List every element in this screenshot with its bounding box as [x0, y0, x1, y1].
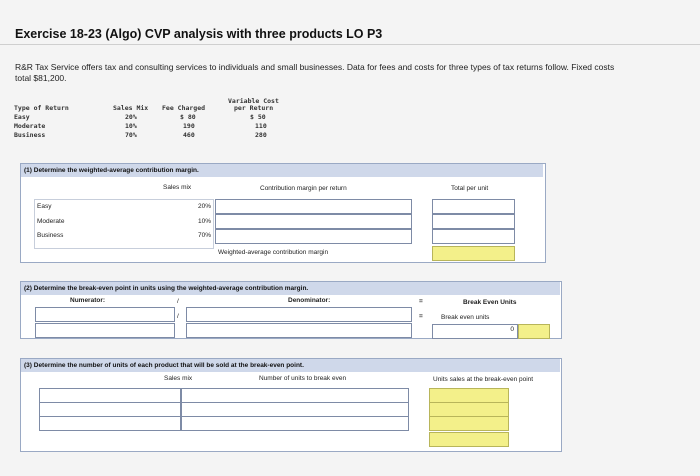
units-sales-total[interactable]	[429, 432, 509, 447]
cm-per-return-input[interactable]	[215, 199, 412, 214]
break-even-units-label: Break even units	[441, 314, 490, 321]
part3-label-input[interactable]	[39, 388, 181, 403]
part1-mix-value: 70%	[197, 232, 211, 239]
divide-sign: /	[177, 313, 179, 320]
part3-col-sales-mix: Sales mix	[164, 375, 193, 382]
row-mix: 10%	[125, 122, 137, 130]
row-type: Easy	[14, 113, 30, 121]
row-type: Business	[14, 131, 46, 139]
part3-header: (3) Determine the number of units of each product that will be sold at the break-even point.	[21, 359, 560, 372]
units-sales-output[interactable]	[429, 416, 509, 431]
row-mix: 70%	[125, 131, 137, 139]
hdr-type: Type of Return	[14, 104, 69, 112]
part1-wacm-label: Weighted-average contribution margin	[218, 249, 329, 256]
units-sales-output[interactable]	[429, 388, 509, 403]
equals-sign: =	[419, 313, 423, 320]
part1-header: (1) Determine the weighted-average contribution margin.	[21, 164, 543, 177]
row-type: Moderate	[14, 122, 46, 130]
row-vc: $ 50	[250, 113, 266, 121]
numerator-label-input[interactable]	[35, 307, 175, 322]
row-mix: 20%	[125, 113, 137, 121]
divider	[0, 44, 700, 45]
part1-col-total: Total per unit	[451, 185, 489, 192]
row-fee: $ 80	[180, 113, 196, 121]
cm-per-return-input[interactable]	[215, 214, 412, 229]
denominator-label-input[interactable]	[186, 307, 412, 322]
highlight-cell[interactable]	[518, 324, 550, 339]
part1-col-sales-mix: Sales mix	[163, 184, 192, 191]
exercise-title: Exercise 18-23 (Algo) CVP analysis with three products LO P3	[15, 27, 383, 41]
problem-intro: R&R Tax Service offers tax and consulting services to individuals and small businesses. Data for fees and costs for three types of tax returns follow. Fixed costs total $81,200.	[15, 62, 615, 83]
cm-per-return-input[interactable]	[215, 229, 412, 244]
part1-label-box	[34, 199, 214, 249]
part3-label-input[interactable]	[39, 416, 181, 431]
total-per-unit-input[interactable]	[432, 229, 515, 244]
denominator-value-input[interactable]	[186, 323, 412, 338]
part1-row-label: Easy	[37, 203, 52, 210]
hdr-variable-cost-1: Variable Cost	[228, 97, 279, 105]
part1-col-cm: Contribution margin per return	[260, 185, 347, 192]
numerator-value-input[interactable]	[35, 323, 175, 338]
denominator-label: Denominator:	[288, 297, 331, 304]
units-to-break-even-input[interactable]	[181, 388, 409, 403]
units-to-break-even-input[interactable]	[181, 416, 409, 431]
numerator-label: Numerator:	[70, 297, 106, 304]
row-fee: 190	[183, 122, 195, 130]
total-per-unit-input[interactable]	[432, 214, 515, 229]
part3-label-input[interactable]	[39, 402, 181, 417]
part3-col-units: Number of units to break even	[259, 375, 347, 382]
units-sales-output[interactable]	[429, 402, 509, 417]
part1-mix-value: 20%	[197, 203, 211, 210]
units-to-break-even-input[interactable]	[181, 402, 409, 417]
row-vc: 110	[255, 122, 267, 130]
divide-sign: /	[177, 298, 179, 305]
row-vc: 280	[255, 131, 267, 139]
break-even-units-value: 0	[510, 326, 514, 333]
part3-col-result: Units sales at the break-even point	[433, 376, 534, 383]
row-fee: 460	[183, 131, 195, 139]
break-even-units-output	[432, 324, 518, 339]
hdr-variable-cost-2: per Return	[234, 104, 274, 112]
hdr-mix: Sales Mix	[113, 104, 149, 112]
wacm-total-input[interactable]	[432, 246, 515, 261]
part1-mix-value: 10%	[197, 218, 211, 225]
break-even-units-header: Break Even Units	[463, 299, 517, 306]
total-per-unit-input[interactable]	[432, 199, 515, 214]
part1-row-label: Moderate	[37, 218, 65, 225]
part2-header: (2) Determine the break-even point in units using the weighted-average contribution margin.	[21, 282, 560, 295]
equals-sign: =	[419, 298, 423, 305]
part1-row-label: Business	[37, 232, 64, 239]
hdr-fee: Fee Charged	[162, 104, 206, 112]
